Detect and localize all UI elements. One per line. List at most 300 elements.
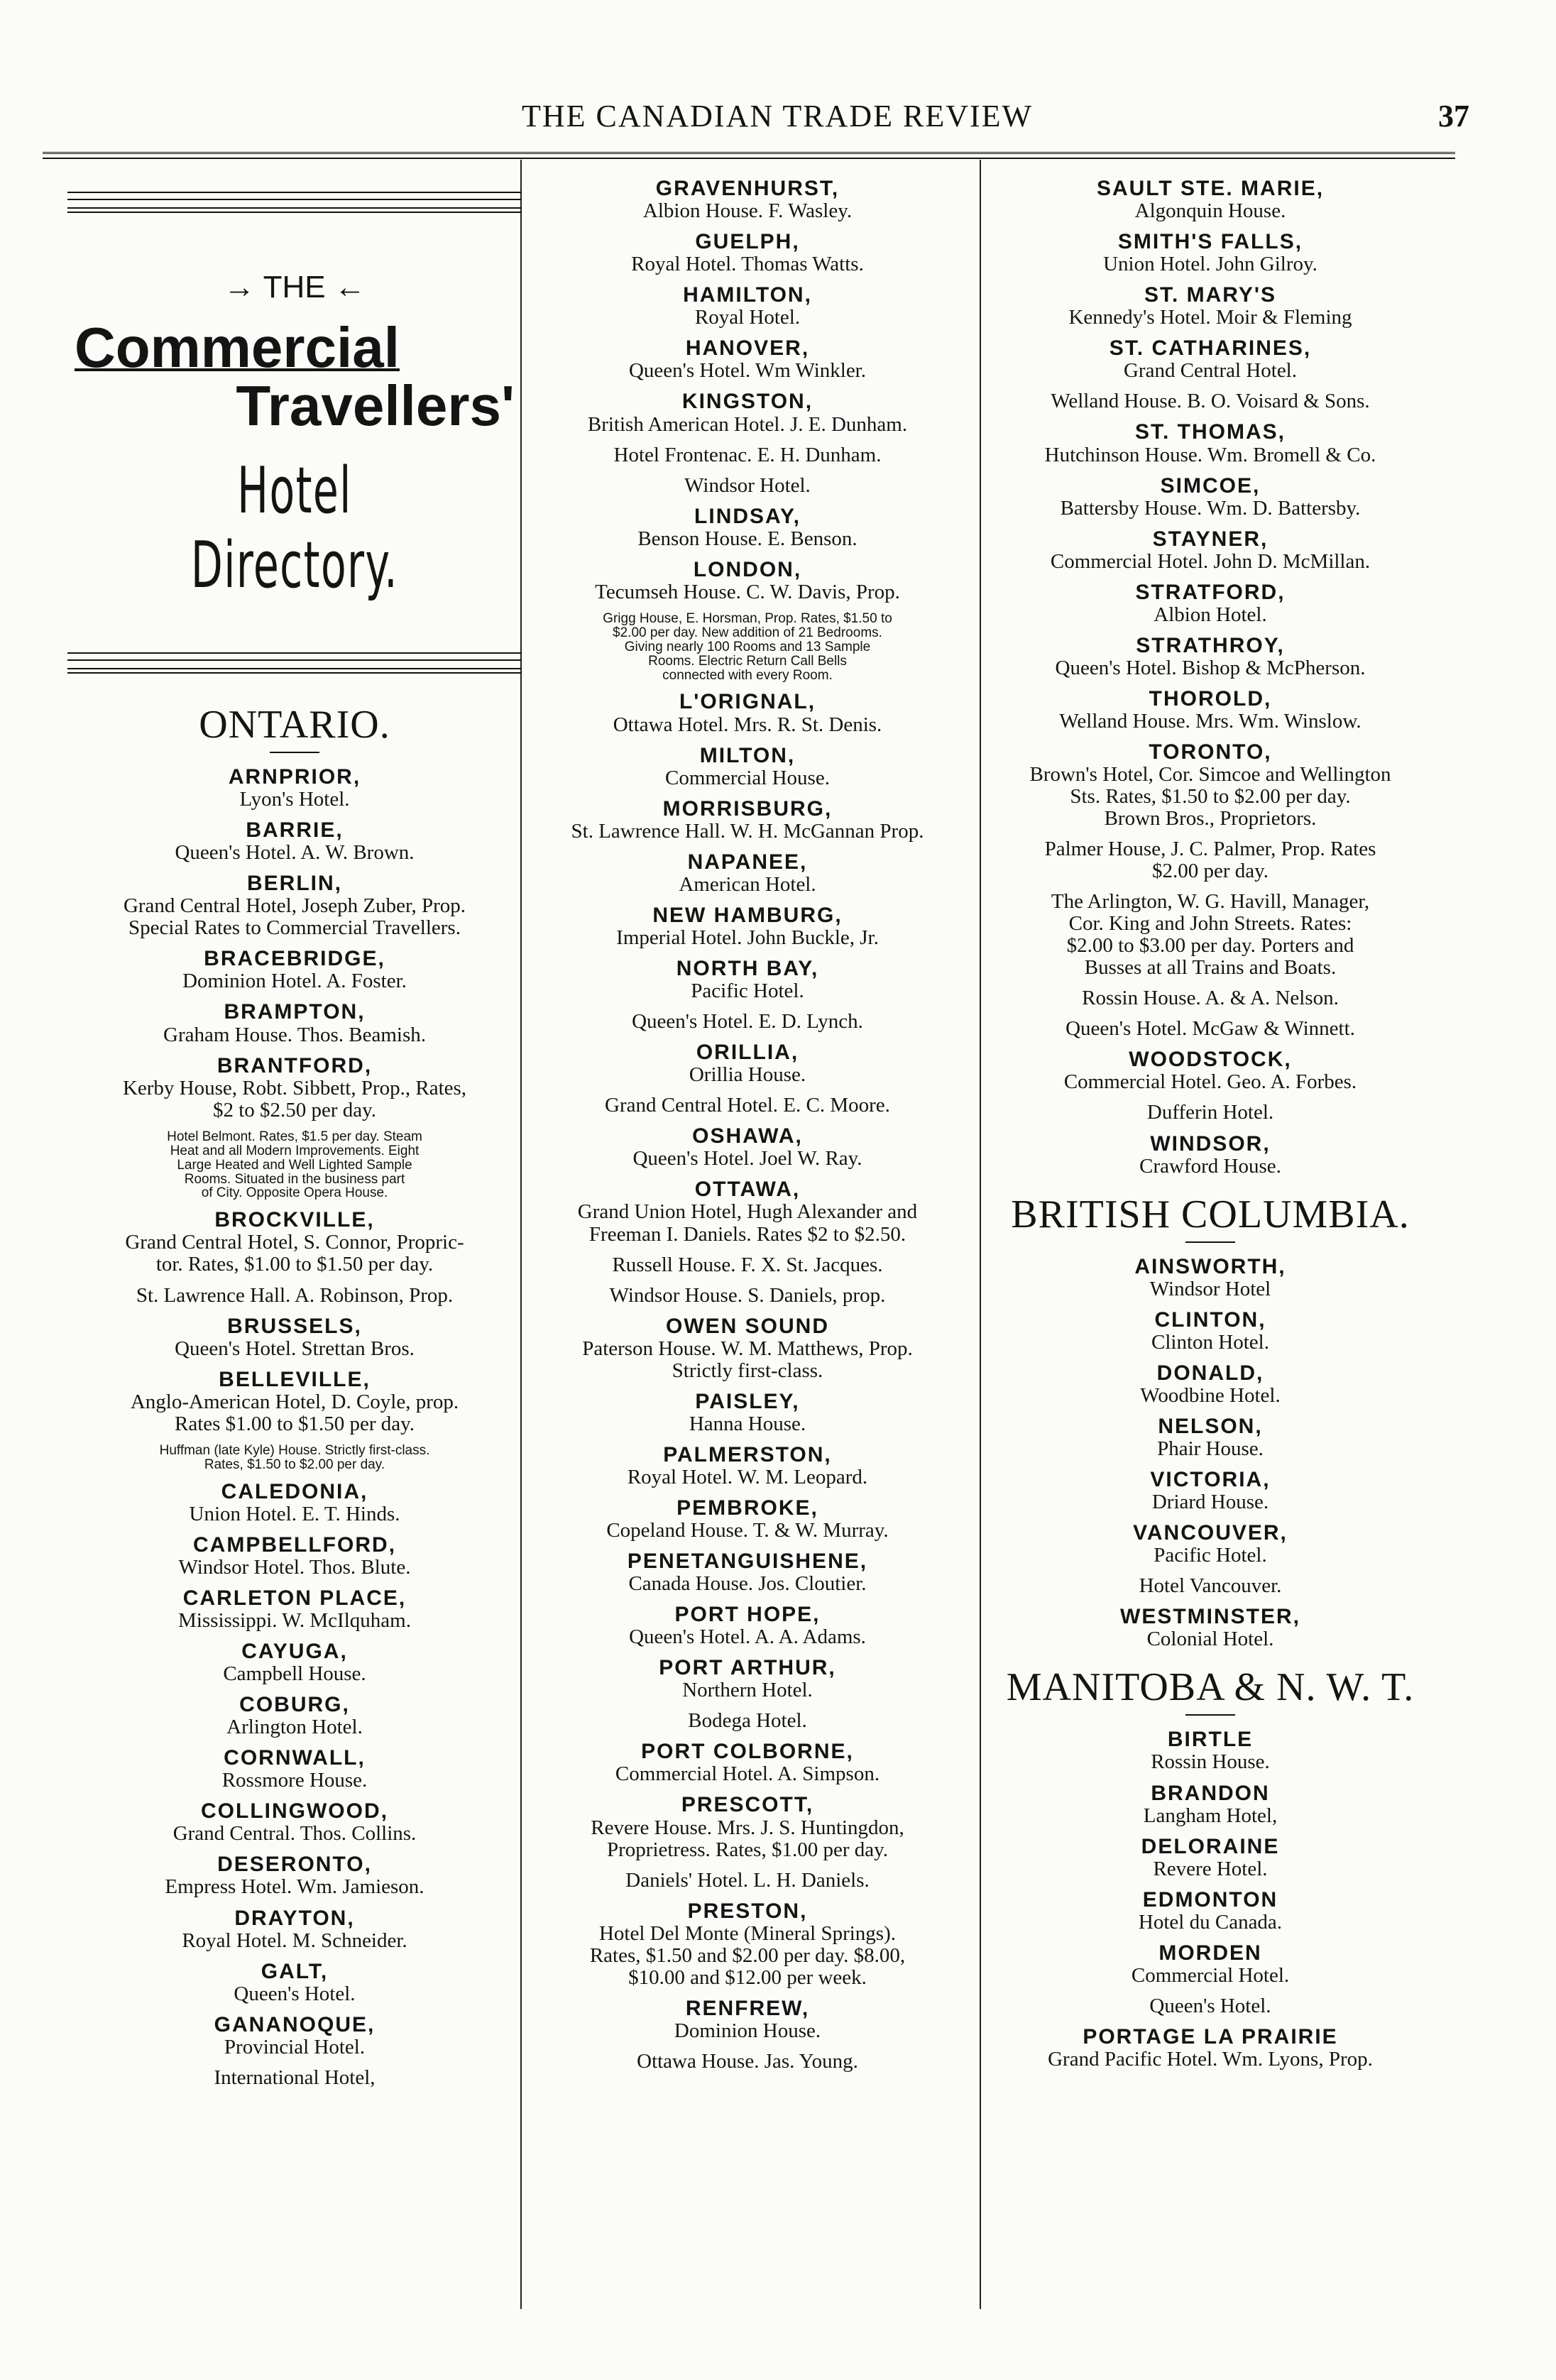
hotel-line: Canada House. Jos. Cloutier. xyxy=(628,1572,867,1596)
hotel-line: Queen's Hotel. McGaw & Winnett. xyxy=(1065,1017,1355,1041)
directory-travellers: Travellers' xyxy=(236,374,515,437)
city-name: NORTH BAY, xyxy=(676,957,819,981)
region-dash xyxy=(270,752,319,753)
hotel-line: Kerby House, Robt. Sibbett, Prop., Rates, xyxy=(122,1076,467,1099)
directory-entry xyxy=(983,390,1437,412)
region-heading-text: ONTARIO. xyxy=(199,703,390,747)
directory-entry xyxy=(67,1315,522,1360)
directory-rule-bottom xyxy=(67,652,522,661)
directory-entry xyxy=(520,1657,975,1701)
hotel-line: Grigg House, E. Horsman, Prop. Rates, $1.50 to xyxy=(603,610,892,626)
city-name: PORT ARTHUR, xyxy=(659,1656,836,1680)
hotel-line: Revere Hotel. xyxy=(1153,1857,1268,1880)
hotel-line: Albion Hotel. xyxy=(1154,603,1267,626)
city-name: NELSON, xyxy=(1158,1414,1263,1438)
hotel-line: Hanna House. xyxy=(689,1412,806,1435)
directory-entry xyxy=(983,1309,1437,1354)
directory-entry xyxy=(520,2051,975,2073)
city-name: CARLETON PLACE, xyxy=(182,1586,407,1610)
directory-entry xyxy=(520,1285,975,1307)
region-dash xyxy=(1185,1241,1235,1243)
city-name: VICTORIA, xyxy=(1150,1468,1271,1492)
city-name: DELORAINE xyxy=(1141,1834,1280,1858)
directory-entry xyxy=(67,1534,522,1579)
city-name: CLINTON, xyxy=(1154,1307,1266,1332)
directory-entry xyxy=(520,1794,975,1860)
region-heading-text: BRITISH COLUMBIA. xyxy=(1011,1192,1410,1236)
hotel-line: Brown's Hotel, Cor. Simcoe and Wellington xyxy=(1029,763,1391,786)
directory-entry xyxy=(67,1800,522,1845)
hotel-line: Arlington Hotel. xyxy=(226,1716,363,1739)
directory-entry xyxy=(983,891,1437,979)
hotel-line: Crawford House. xyxy=(1139,1154,1281,1178)
directory-entry xyxy=(67,2014,522,2058)
hotel-line: Grand Union Hotel, Hugh Alexander and xyxy=(577,1200,918,1224)
hotel-line: tor. Rates, $1.00 to $1.50 per day. xyxy=(155,1253,434,1276)
directory-entry xyxy=(520,851,975,896)
directory-entry xyxy=(67,1747,522,1792)
directory-entry xyxy=(983,1995,1437,2017)
directory-entry xyxy=(520,1444,975,1488)
directory-entry xyxy=(520,1125,975,1170)
directory-entry xyxy=(520,1178,975,1245)
region-heading-text: MANITOBA & N. W. T. xyxy=(1006,1665,1415,1710)
city-name: RENFREW, xyxy=(685,1996,810,2020)
directory-entry xyxy=(67,1587,522,1632)
city-name: PORT HOPE, xyxy=(674,1603,821,1627)
hotel-line: Windsor House. S. Daniels, prop. xyxy=(609,1283,886,1307)
hotel-line: Pacific Hotel. xyxy=(691,980,804,1003)
directory-entry xyxy=(520,505,975,550)
hotel-line: Graham House. Thos. Beamish. xyxy=(163,1023,426,1046)
city-name: CORNWALL, xyxy=(224,1746,366,1770)
hotel-line: Queen's Hotel. Wm Winkler. xyxy=(628,359,866,383)
directory-entry xyxy=(520,1603,975,1648)
hotel-line: Orillia House. xyxy=(689,1063,806,1087)
directory-entry xyxy=(67,1694,522,1738)
fine-print-note xyxy=(67,1130,522,1201)
city-name: BIRTLE xyxy=(1167,1728,1254,1752)
hotel-line: Copeland House. T. & W. Murray. xyxy=(606,1518,889,1542)
city-name: PORT COLBORNE, xyxy=(641,1740,854,1764)
directory-entry xyxy=(520,1997,975,2042)
directory-entry xyxy=(520,444,975,466)
page-number: 37 xyxy=(1438,99,1469,133)
city-name: L'ORIGNAL, xyxy=(679,690,816,714)
hotel-line: Colonial Hotel. xyxy=(1146,1628,1274,1651)
directory-entry xyxy=(983,1048,1437,1093)
hotel-line: Driard House. xyxy=(1151,1491,1269,1514)
hotel-line: Provincial Hotel. xyxy=(224,2035,366,2058)
directory-entry xyxy=(983,741,1437,830)
hotel-line: Commercial Hotel. A. Simpson. xyxy=(615,1762,880,1786)
hotel-line: Paterson House. W. M. Matthews, Prop. xyxy=(582,1337,913,1360)
directory-entry xyxy=(67,1209,522,1276)
hotel-line: Royal Hotel. W. M. Leopard. xyxy=(627,1465,868,1488)
city-name: OSHAWA, xyxy=(692,1124,803,1148)
city-name: KINGSTON, xyxy=(681,390,813,414)
directory-the: → THE ← xyxy=(224,270,366,305)
directory-entry xyxy=(983,528,1437,573)
city-name: EDMONTON xyxy=(1142,1887,1278,1912)
hotel-line: Cor. King and John Streets. Rates: xyxy=(1068,912,1352,936)
directory-entry xyxy=(67,1481,522,1525)
city-name: OWEN SOUND xyxy=(666,1314,829,1338)
directory-entry xyxy=(983,1606,1437,1650)
city-name: WESTMINSTER, xyxy=(1120,1605,1300,1629)
hotel-line: Queen's Hotel. xyxy=(1149,1994,1271,2017)
directory-entry xyxy=(983,688,1437,733)
hotel-line: Strictly first-class. xyxy=(672,1359,823,1382)
hotel-line: Windsor Hotel. Thos. Blute. xyxy=(178,1555,411,1579)
hotel-line: Hotel Vancouver. xyxy=(1139,1574,1282,1598)
city-name: CALEDONIA, xyxy=(221,1479,368,1503)
city-name: STRATHROY, xyxy=(1136,633,1285,657)
hotel-line: Commercial Hotel. Geo. A. Forbes. xyxy=(1063,1070,1357,1094)
directory-entry xyxy=(983,284,1437,329)
directory-entry xyxy=(520,904,975,949)
hotel-line: Queen's Hotel. Joel W. Ray. xyxy=(632,1147,862,1170)
hotel-line: Woodbine Hotel. xyxy=(1140,1383,1281,1407)
city-name: AINSWORTH, xyxy=(1134,1254,1286,1278)
hotel-line: $2 to $2.50 per day. xyxy=(212,1098,377,1122)
city-name: DONALD, xyxy=(1156,1361,1264,1385)
directory-rule-top xyxy=(67,192,522,200)
hotel-line: Hotel Frontenac. E. H. Dunham. xyxy=(613,443,882,466)
city-name: PRESTON, xyxy=(687,1899,808,1923)
directory-entry xyxy=(520,691,975,735)
hotel-line: Revere House. Mrs. J. S. Huntingdon, xyxy=(591,1816,904,1839)
directory-entry xyxy=(67,1369,522,1435)
city-name: DESERONTO, xyxy=(217,1853,372,1877)
directory-entry xyxy=(520,337,975,382)
hotel-line: Campbell House. xyxy=(223,1662,366,1686)
hotel-line: $2.00 per day. New addition of 21 Bedrooms. xyxy=(613,625,882,640)
hotel-line: Union Hotel. E. T. Hinds. xyxy=(189,1502,400,1525)
hotel-line: Welland House. B. O. Voisard & Sons. xyxy=(1051,390,1370,413)
hotel-line: Giving nearly 100 Rooms and 13 Sample xyxy=(624,639,871,654)
directory-entry xyxy=(520,745,975,789)
directory-entry xyxy=(67,819,522,864)
city-name: WOODSTOCK, xyxy=(1129,1048,1292,1072)
city-name: BRAMPTON, xyxy=(224,1000,366,1024)
city-name: ORILLIA, xyxy=(696,1041,799,1065)
column-divider-2 xyxy=(980,160,981,2309)
directory-entry xyxy=(67,2067,522,2089)
directory-entry xyxy=(983,1102,1437,1124)
directory-entry xyxy=(67,1001,522,1046)
city-name: ARNPRIOR, xyxy=(228,765,361,789)
directory-entry xyxy=(520,475,975,497)
directory-entry xyxy=(520,1550,975,1595)
city-name: GRAVENHURST, xyxy=(655,177,840,200)
hotel-line: Huffman (late Kyle) House. Strictly first-class. xyxy=(159,1442,430,1458)
hotel-line: Windsor Hotel xyxy=(1149,1277,1271,1300)
hotel-line: Dominion Hotel. A. Foster. xyxy=(182,970,407,993)
directory-hotel-directory: Hotel Directory. xyxy=(190,454,399,603)
hotel-line: Bodega Hotel. xyxy=(688,1709,807,1733)
directory-entry xyxy=(67,1640,522,1685)
hotel-line: American Hotel. xyxy=(679,872,816,896)
hotel-line: Queen's Hotel. xyxy=(234,1982,356,2005)
directory-entry xyxy=(983,1728,1437,1773)
directory-entry xyxy=(983,635,1437,679)
city-name: OTTAWA, xyxy=(694,1178,801,1202)
city-name: SMITH'S FALLS, xyxy=(1117,230,1303,254)
hotel-line: Rooms. Situated in the business part xyxy=(184,1171,405,1187)
directory-entry xyxy=(983,1782,1437,1827)
directory-entry xyxy=(983,581,1437,626)
city-name: BELLEVILLE, xyxy=(219,1367,371,1391)
hotel-line: Freeman I. Daniels. Rates $2 to $2.50. xyxy=(588,1222,906,1246)
region-dash xyxy=(1185,1714,1235,1716)
directory-entry xyxy=(520,1900,975,1989)
hotel-line: Rates $1.00 to $1.50 per day. xyxy=(174,1412,415,1435)
hotel-line: Imperial Hotel. John Buckle, Jr. xyxy=(616,926,879,950)
directory-entry xyxy=(983,838,1437,882)
directory-entry xyxy=(520,177,975,222)
hotel-line: of City. Opposite Opera House. xyxy=(201,1185,388,1201)
directory-entry xyxy=(983,1469,1437,1513)
hotel-line: Commercial Hotel. xyxy=(1131,1963,1290,1987)
hotel-line: Rates, $1.50 and $2.00 per day. $8.00, xyxy=(589,1943,906,1967)
directory-entry xyxy=(520,1095,975,1117)
hotel-line: Ottawa Hotel. Mrs. R. St. Denis. xyxy=(613,713,882,736)
hotel-line: connected with every Room. xyxy=(662,667,833,683)
city-name: COBURG, xyxy=(239,1693,350,1717)
directory-entry xyxy=(983,1942,1437,1987)
hotel-line: Albion House. F. Wasley. xyxy=(642,199,853,223)
city-name: CAMPBELLFORD, xyxy=(193,1532,396,1557)
city-name: TORONTO, xyxy=(1149,740,1272,764)
hotel-line: Royal Hotel. xyxy=(694,306,801,329)
hotel-line: Hutchinson House. Wm. Bromell & Co. xyxy=(1044,443,1376,466)
directory-entry xyxy=(983,1889,1437,1934)
hotel-line: British American Hotel. J. E. Dunham. xyxy=(587,412,908,436)
city-name: PALMERSTON, xyxy=(663,1442,832,1466)
city-name: SIMCOE, xyxy=(1160,473,1261,498)
city-name: BARRIE, xyxy=(246,818,344,843)
city-name: PENETANGUISHENE, xyxy=(627,1550,868,1573)
fine-print-note xyxy=(67,1444,522,1472)
hotel-line: Queen's Hotel. E. D. Lynch. xyxy=(632,1010,863,1033)
hotel-line: Daniels' Hotel. L. H. Daniels. xyxy=(625,1868,870,1892)
page-header xyxy=(67,98,1487,141)
hotel-line: Grand Central Hotel. xyxy=(1123,359,1297,383)
directory-entry xyxy=(520,231,975,275)
directory-entry xyxy=(983,1415,1437,1460)
hotel-line: Royal Hotel. M. Schneider. xyxy=(182,1929,407,1952)
hotel-line: $2.00 to $3.00 per day. Porters and xyxy=(1066,934,1354,958)
directory-rule-bottom-2 xyxy=(67,668,522,674)
directory-entry xyxy=(983,1018,1437,1040)
directory-entry xyxy=(67,1853,522,1898)
city-name: THOROLD, xyxy=(1149,687,1272,711)
fine-print-note xyxy=(520,612,975,683)
directory-entry xyxy=(983,231,1437,275)
city-name: MORRISBURG, xyxy=(662,796,833,821)
hotel-line: Large Heated and Well Lighted Sample xyxy=(177,1157,412,1173)
directory-entry xyxy=(520,1740,975,1785)
hotel-line: Russell House. F. X. St. Jacques. xyxy=(612,1253,883,1276)
region-heading xyxy=(67,702,522,753)
city-name: MILTON, xyxy=(699,743,796,767)
city-name: BROCKVILLE, xyxy=(214,1208,375,1232)
city-name: PAISLEY, xyxy=(695,1389,800,1413)
city-name: VANCOUVER, xyxy=(1133,1521,1288,1545)
hotel-line: Hotel Del Monte (Mineral Springs). xyxy=(598,1921,896,1945)
directory-entry xyxy=(983,1522,1437,1567)
city-name: NAPANEE, xyxy=(687,850,808,874)
city-name: BERLIN, xyxy=(247,872,342,896)
city-name: BRANTFORD, xyxy=(217,1053,373,1077)
hotel-line: Pacific Hotel. xyxy=(1154,1544,1267,1567)
directory-entry xyxy=(67,766,522,811)
hotel-line: Commercial Hotel. John D. McMillan. xyxy=(1050,549,1371,573)
header-rule xyxy=(43,152,1455,159)
hotel-line: Proprietress. Rates, $1.00 per day. xyxy=(607,1838,888,1861)
directory-entry xyxy=(520,1254,975,1276)
directory-entry xyxy=(520,958,975,1002)
directory-entry xyxy=(520,559,975,603)
city-name: PORTAGE LA PRAIRIE xyxy=(1083,2024,1338,2049)
directory-entry xyxy=(520,1315,975,1382)
hotel-line: Hotel Belmont. Rates, $1.5 per day. Steam xyxy=(167,1129,422,1144)
city-name: GANANOQUE, xyxy=(214,2012,376,2036)
hotel-line: Empress Hotel. Wm. Jamieson. xyxy=(165,1875,424,1899)
directory-entry xyxy=(520,798,975,843)
city-name: BRANDON xyxy=(1151,1781,1270,1805)
hotel-line: Palmer House, J. C. Palmer, Prop. Rates xyxy=(1044,838,1376,861)
hotel-line: Grand Central Hotel. E. C. Moore. xyxy=(605,1094,890,1117)
hotel-line: Sts. Rates, $1.50 to $2.00 per day. xyxy=(1070,785,1351,808)
hotel-line: St. Lawrence Hall. W. H. McGannan Prop. xyxy=(571,819,924,843)
city-name: ST. MARY'S xyxy=(1144,283,1277,307)
hotel-line: Dominion House. xyxy=(674,2019,821,2042)
directory-title-block xyxy=(67,192,522,674)
city-name: SAULT STE. MARIE, xyxy=(1096,177,1325,200)
directory-commercial: Commercial xyxy=(75,316,400,379)
directory-entry xyxy=(983,1575,1437,1597)
city-name: HANOVER, xyxy=(685,336,810,361)
hotel-line: Heat and all Modern Improvements. Eight xyxy=(170,1143,420,1158)
directory-entry xyxy=(983,1362,1437,1407)
hotel-line: Queen's Hotel. Strettan Bros. xyxy=(175,1337,415,1360)
hotel-line: Queen's Hotel. A. W. Brown. xyxy=(175,841,415,865)
directory-entry xyxy=(520,390,975,435)
region-heading xyxy=(983,1192,1437,1243)
hotel-line: Tecumseh House. C. W. Davis, Prop. xyxy=(595,580,900,603)
city-name: LINDSAY, xyxy=(694,504,801,528)
hotel-line: Commercial House. xyxy=(665,766,830,789)
city-name: ST. CATHARINES, xyxy=(1109,336,1312,361)
region-heading xyxy=(983,1665,1437,1716)
publication-title: THE CANADIAN TRADE REVIEW xyxy=(521,99,1034,133)
city-name: PRESCOTT, xyxy=(681,1793,814,1817)
hotel-line: Queen's Hotel. A. A. Adams. xyxy=(629,1625,866,1649)
column-middle xyxy=(520,177,975,2337)
directory-entry xyxy=(520,1011,975,1033)
directory-entry xyxy=(520,284,975,329)
hotel-line: Rates, $1.50 to $2.00 per day. xyxy=(204,1457,385,1472)
city-name: LONDON, xyxy=(693,557,802,581)
hotel-line: Rossin House. A. & A. Nelson. xyxy=(1082,987,1339,1010)
hotel-line: Phair House. xyxy=(1157,1437,1264,1461)
hotel-line: Langham Hotel, xyxy=(1143,1804,1278,1827)
city-name: HAMILTON, xyxy=(683,283,812,307)
hotel-line: Royal Hotel. Thomas Watts. xyxy=(631,253,864,276)
hotel-line: Clinton Hotel. xyxy=(1151,1330,1269,1354)
city-name: ST. THOMAS, xyxy=(1134,420,1286,444)
hotel-line: Windsor Hotel. xyxy=(684,473,811,497)
city-name: BRACEBRIDGE, xyxy=(204,947,385,971)
directory-entry xyxy=(67,948,522,992)
city-name: GALT, xyxy=(261,1959,329,1983)
hotel-line: Anglo-American Hotel, D. Coyle, prop. xyxy=(130,1390,459,1413)
directory-entry xyxy=(983,987,1437,1009)
city-name: BRUSSELS, xyxy=(227,1314,362,1338)
hotel-line: Rossin House. xyxy=(1151,1750,1270,1774)
directory-entry xyxy=(983,475,1437,520)
hotel-line: $2.00 per day. xyxy=(1151,860,1269,883)
city-name: STAYNER, xyxy=(1152,527,1269,551)
directory-entry xyxy=(67,872,522,939)
hotel-line: St. Lawrence Hall. A. Robinson, Prop. xyxy=(136,1283,454,1307)
city-name: PEMBROKE, xyxy=(676,1496,818,1520)
hotel-line: Busses at all Trains and Boats. xyxy=(1084,956,1337,980)
directory-entry xyxy=(67,1285,522,1307)
hotel-line: $10.00 and $12.00 per week. xyxy=(628,1965,867,1989)
hotel-line: Grand Pacific Hotel. Wm. Lyons, Prop. xyxy=(1048,2048,1373,2071)
hotel-line: Northern Hotel. xyxy=(682,1679,813,1702)
hotel-line: Welland House. Mrs. Wm. Winslow. xyxy=(1059,710,1362,733)
city-name: MORDEN xyxy=(1158,1941,1262,1965)
hotel-line: Hotel du Canada. xyxy=(1138,1910,1283,1934)
hotel-line: Lyon's Hotel. xyxy=(239,788,350,811)
city-name: DRAYTON, xyxy=(234,1906,355,1930)
city-name: COLLINGWOOD, xyxy=(201,1799,388,1824)
hotel-line: Grand Central. Thos. Collins. xyxy=(172,1822,417,1846)
hotel-line: Benson House. E. Benson. xyxy=(637,527,858,550)
directory-entry xyxy=(983,2026,1437,2071)
city-name: CAYUGA, xyxy=(241,1639,348,1663)
hotel-line: Battersby House. Wm. D. Battersby. xyxy=(1060,496,1361,520)
hotel-line: Rossmore House. xyxy=(221,1769,368,1792)
hotel-line: Brown Bros., Proprietors. xyxy=(1104,807,1317,830)
directory-rule-top-2 xyxy=(67,207,522,213)
directory-entry xyxy=(983,1836,1437,1880)
directory-entry xyxy=(520,1710,975,1732)
hotel-line: Special Rates to Commercial Travellers. xyxy=(128,916,461,940)
directory-entry xyxy=(983,1256,1437,1300)
hotel-line: Queen's Hotel. Bishop & McPherson. xyxy=(1055,656,1366,679)
hotel-line: Union Hotel. John Gilroy. xyxy=(1103,253,1317,276)
hotel-line: The Arlington, W. G. Havill, Manager, xyxy=(1051,890,1370,914)
directory-entry xyxy=(983,337,1437,382)
directory-entry xyxy=(983,1133,1437,1178)
hotel-line: Algonquin House. xyxy=(1134,199,1286,223)
directory-entry xyxy=(67,1055,522,1122)
city-name: GUELPH, xyxy=(695,230,800,254)
hotel-line: Kennedy's Hotel. Moir & Fleming xyxy=(1068,306,1352,329)
directory-entry xyxy=(67,1907,522,1952)
hotel-line: Rooms. Electric Return Call Bells xyxy=(648,653,847,669)
hotel-line: Grand Central Hotel, S. Connor, Propric- xyxy=(125,1231,464,1254)
hotel-line: Ottawa House. Jas. Young. xyxy=(637,2049,858,2073)
city-name: NEW HAMBURG, xyxy=(652,903,843,927)
column-left xyxy=(67,177,522,2337)
directory-entry xyxy=(520,1497,975,1542)
